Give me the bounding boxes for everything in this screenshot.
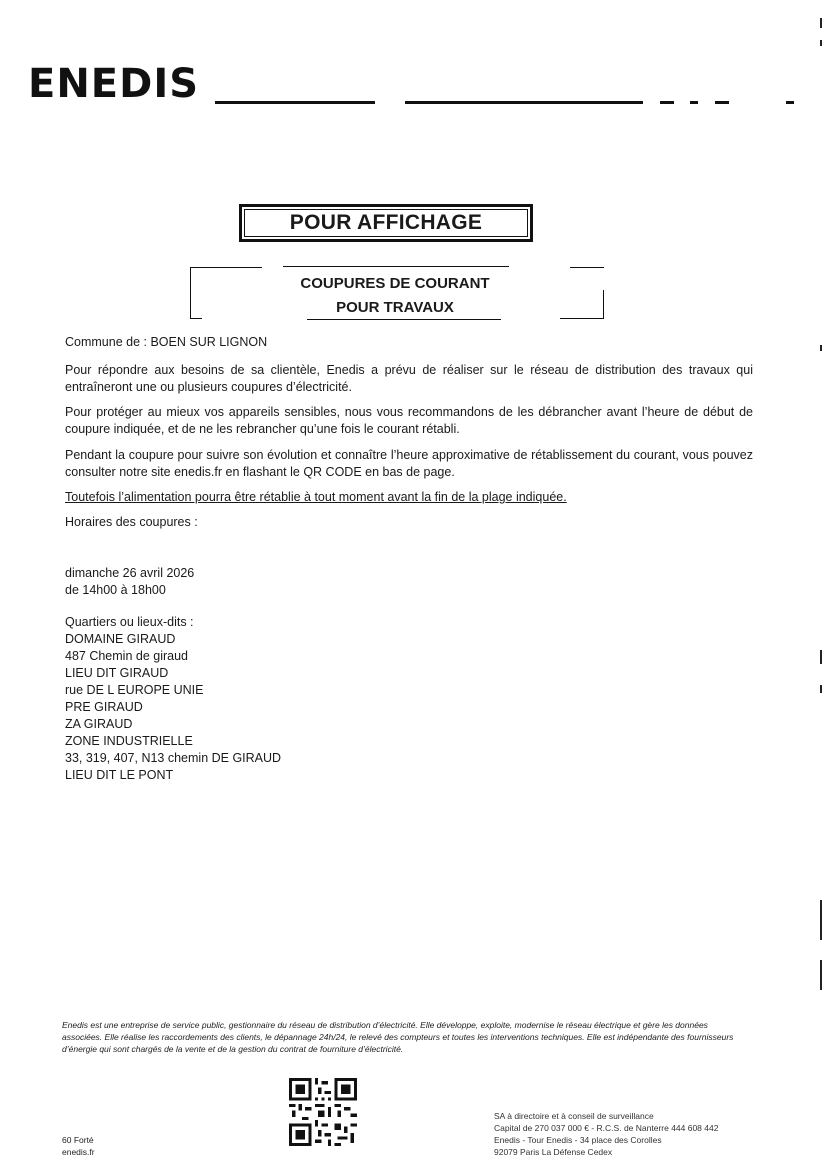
title-line-2: POUR TRAVAUX xyxy=(336,299,454,316)
title-line-1: COUPURES DE COURANT xyxy=(300,275,490,292)
list-item: DOMAINE GIRAUD xyxy=(65,632,176,646)
paragraph-1: Pour répondre aux besoins de sa clientèle, Enedis a prévu de réaliser sur le réseau de distribution des travaux qui entraîneront une ou plusieurs coupures d’électricité. xyxy=(65,363,753,394)
header-rule xyxy=(660,101,674,104)
qr-code-icon[interactable] xyxy=(289,1078,357,1146)
header-rule xyxy=(715,101,729,104)
scan-mark xyxy=(820,345,822,351)
outage-time: de 14h00 à 18h00 xyxy=(65,583,166,597)
frame-line xyxy=(283,266,509,267)
frame-line xyxy=(603,290,604,319)
commune: Commune de : BOEN SUR LIGNON xyxy=(65,335,268,349)
scan-mark xyxy=(820,650,822,664)
paragraph-2: Pour protéger au mieux vos appareils sensibles, nous vous recommandons de les débrancher avant l’heure de début de coupure indiquée, et de ne les rebrancher qu’une fois le courant rétabli. xyxy=(65,405,753,436)
scan-mark xyxy=(820,18,822,28)
scan-mark xyxy=(820,685,822,693)
header-rule xyxy=(405,101,643,104)
places-list xyxy=(65,614,281,784)
list-item: PRE GIRAUD xyxy=(65,700,143,714)
quartiers-label: Quartiers ou lieux-dits : xyxy=(65,615,194,629)
company-info-line: Capital de 270 037 000 € - R.C.S. de Nanterre 444 608 442 xyxy=(494,1123,719,1133)
frame-line xyxy=(190,318,202,319)
pour-affichage-badge xyxy=(239,204,533,242)
header-rule xyxy=(690,101,698,104)
frame-line xyxy=(560,318,604,319)
frame-line xyxy=(570,267,604,268)
outage-date: dimanche 26 avril 2026 xyxy=(65,566,195,580)
badge-label: POUR AFFICHAGE xyxy=(289,211,483,234)
legal-note: Enedis est une entreprise de service public, gestionnaire du réseau de distribution d’électricité. Elle développe, exploite, modernise le réseau électrique et gère les données associées. Elle réalise les raccordements des clients, le dépannage 24h/24, le relevé des compteurs et toutes les interventions techniques. Elle est indépendante des fournisseurs d’énergie qui sont chargés de la vente et de la gestion du contrat de fourniture d’électricité. xyxy=(62,1020,734,1054)
list-item: ZONE INDUSTRIELLE xyxy=(65,734,193,748)
company-info-line: 92079 Paris La Défense Cedex xyxy=(494,1147,613,1157)
header-rule xyxy=(786,101,794,104)
company-info-line: SA à directoire et à conseil de surveillance xyxy=(494,1111,654,1121)
notice-title xyxy=(260,272,530,320)
company-info xyxy=(494,1110,718,1158)
list-item: rue DE L EUROPE UNIE xyxy=(65,683,204,697)
scan-mark xyxy=(820,40,822,46)
horaires-label: Horaires des coupures : xyxy=(65,515,198,529)
scan-mark xyxy=(820,900,822,940)
footer-left xyxy=(62,1134,95,1158)
frame-line xyxy=(190,267,191,319)
footer-left-line: 60 Forté xyxy=(62,1135,94,1145)
scan-mark xyxy=(820,960,822,990)
website-link[interactable]: enedis.fr xyxy=(62,1147,95,1157)
frame-line xyxy=(190,267,262,268)
header-rule xyxy=(215,101,375,104)
paragraph-3: Pendant la coupure pour suivre son évolution et connaître l’heure approximative de rétablissement du courant, vous pouvez consulter notre site enedis.fr en flashant le QR CODE en bas de page. xyxy=(65,448,753,479)
list-item: 33, 319, 407, N13 chemin DE GIRAUD xyxy=(65,751,282,765)
warning-line: Toutefois l’alimentation pourra être rétablie à tout moment avant la fin de la plage indiquée. xyxy=(65,490,567,504)
company-info-line: Enedis - Tour Enedis - 34 place des Corolles xyxy=(494,1135,662,1145)
list-item: LIEU DIT LE PONT xyxy=(65,768,174,782)
list-item: LIEU DIT GIRAUD xyxy=(65,666,169,680)
enedis-logo: ENEDIS xyxy=(28,61,200,107)
list-item: ZA GIRAUD xyxy=(65,717,133,731)
list-item: 487 Chemin de giraud xyxy=(65,649,188,663)
